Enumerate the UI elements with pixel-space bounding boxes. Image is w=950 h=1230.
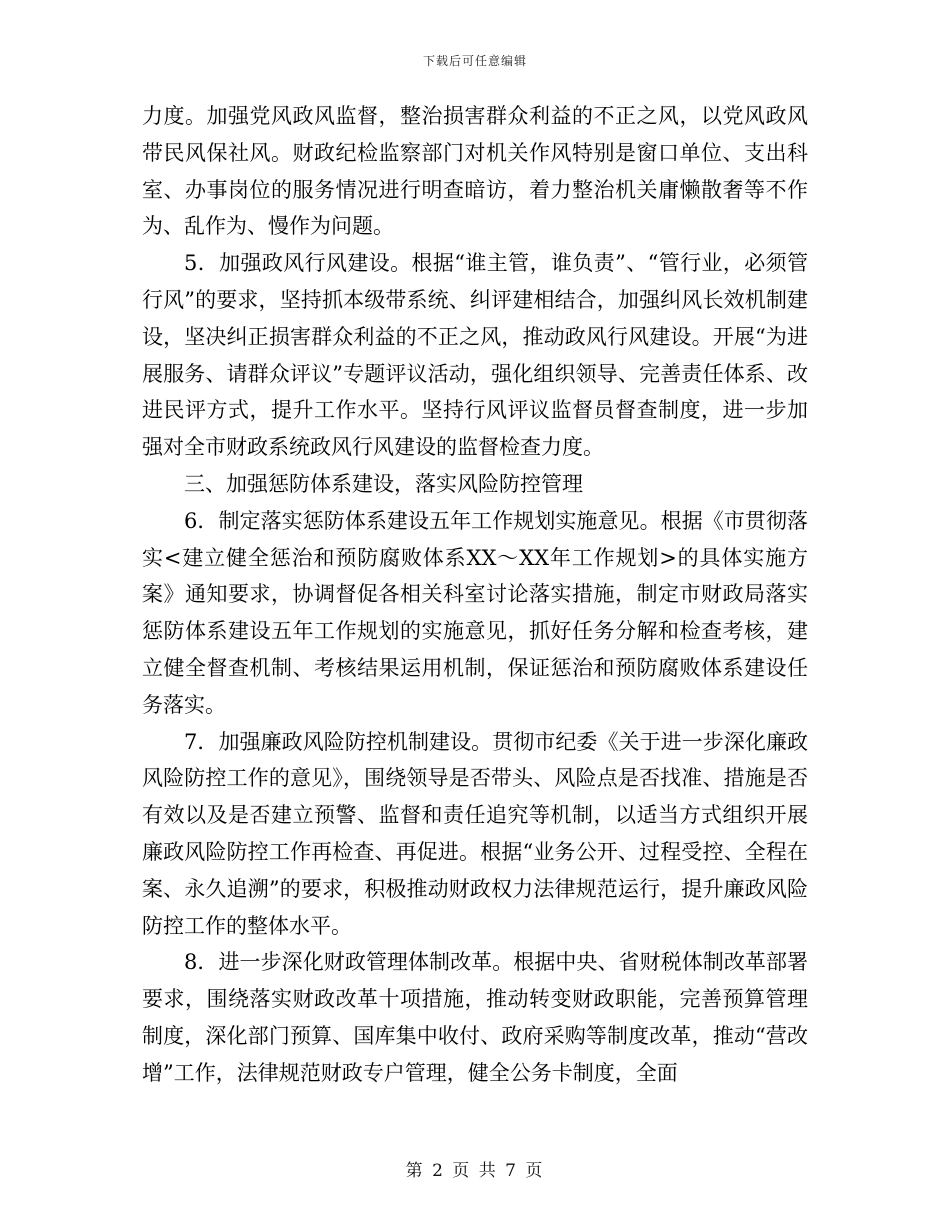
paragraph-item-7: 7．加强廉政风险防控机制建设。贯彻市纪委《关于进一步深化廉政风险防控工作的意见》，围绕领导是否带头、风险点是否找准、措施是否有效以及是否建立预警、监督和责任追究等机制，以适当方式组织开展廉政风险防控工作再检查、再促进。根据“业务公开、过程受控、全程在案、永久追溯”的要求，积极推动财政权力法律规范运行，提升廉政风险防控工作的整体水平。 (142, 729, 808, 938)
page-number-footer: 第 2 页 共 7 页 (405, 1161, 545, 1181)
paragraph-continuation: 力度。加强党风政风监督，整治损害群众利益的不正之风，以党风政风带民风保社风。财政纪检监察部门对机关作风特别是窗口单位、支出科室、办事岗位的服务情况进行明查暗访，着力整治机关庸懒散奢等不作为、乱作为、慢作为问题。 (142, 104, 808, 239)
paragraph-item-8: 8．进一步深化财政管理体制改革。根据中央、省财税体制改革部署要求，围绕落实财政改革十项措施，推动转变财政职能，完善预算管理制度，深化部门预算、国库集中收付、政府采购等制度改革，推动“营改增”工作，法律规范财政专户管理，健全公务卡制度，全面 (142, 950, 808, 1085)
document-body (142, 98, 808, 1092)
paragraph-item-5: 5．加强政风行风建设。根据“谁主管，谁负责”、“管行业，必须管行风”的要求，坚持抓本级带系统、纠评建相结合，加强纠风长效机制建设，坚决纠正损害群众利益的不正之风，推动政风行风建设。开展“为进展服务、请群众评议”专题评议活动，强化组织领导、完善责任体系、改进民评方式，提升工作水平。坚持行风评议监督员督查制度，进一步加强对全市财政系统政风行风建设的监督检查力度。 (142, 251, 808, 460)
page-header: 下载后可任意编辑 (422, 54, 527, 68)
paragraph-item-6: 6．制定落实惩防体系建设五年工作规划实施意见。根据《市贯彻落实<建立健全惩治和预防腐败体系XX～XX年工作规划>的具体实施方案》通知要求，协调督促各相关科室讨论落实措施，制定市财政局落实惩防体系建设五年工作规划的实施意见，抓好任务分解和检查考核，建立健全督查机制、考核结果运用机制，保证惩治和预防腐败体系建设任务落实。 (142, 508, 808, 717)
section-heading-3: 三、加强惩防体系建设，落实风险防控管理 (184, 471, 583, 496)
